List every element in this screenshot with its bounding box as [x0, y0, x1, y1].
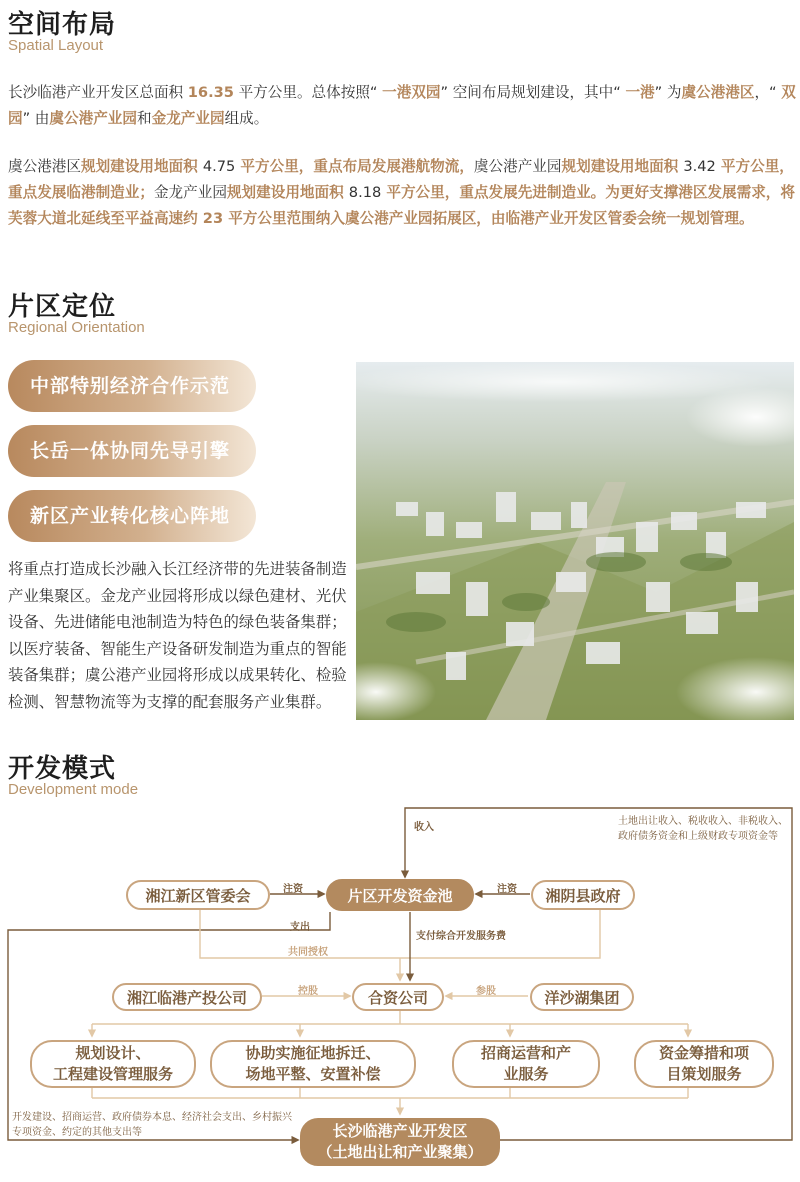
highlight-term: 一港双园: [382, 84, 441, 101]
section-title-regional-orientation: 片区定位: [8, 292, 117, 322]
section-title-spatial-layout: 空间布局: [8, 10, 117, 40]
label-expense: 支出: [290, 922, 310, 933]
orientation-body-text: 将重点打造成长沙融入长江经济带的先进装备制造产业集聚区。金龙产业园将形成以绿色建材、光伏设备、先进储能电池制造为特色的绿色装备集群；以医疗装备、智能生产设备研发制造为重点的智能装备集群；虞公港产业园将形成以成果转化、检验检测、智慧物流等为支撑的配套服务产业集群。: [8, 560, 347, 711]
service-land-line-1: 协助实施征地拆迁、: [245, 1044, 381, 1062]
section-subtitle-development-mode: Development mode: [8, 781, 139, 798]
text-run: ” 空间布局规划建设，其中“: [440, 84, 626, 101]
text-run: 虞公港港区: [8, 158, 81, 175]
income-sources-note: 土地出让收入、税收收入、非税收入、政府债务资金和上级财政专项资金等: [618, 816, 788, 842]
text-run: 平方公里。总体按照“: [233, 84, 383, 101]
highlight-term: 虞公港产业园: [49, 110, 137, 127]
text-run: 和: [136, 110, 152, 127]
service-investment-line-1: 招商运营和产: [480, 1044, 571, 1062]
text-run: 金龙产业园: [153, 184, 227, 201]
highlight-term: 虞公港港区: [681, 84, 755, 101]
text-run: ，“: [754, 84, 782, 101]
service-investment-line-2: 业服务: [503, 1065, 549, 1083]
section-subtitle-regional-orientation: Regional Orientation: [8, 319, 145, 336]
text-run: 3.42: [683, 158, 716, 175]
highlight-term: 双园: [8, 84, 796, 127]
node-fund-pool: 片区开发资金池: [326, 879, 474, 911]
label-inject-right: 注资: [497, 884, 517, 895]
zone-line-1: 长沙临港产业开发区: [332, 1122, 468, 1140]
service-land-line-2: 场地平整、安置补偿: [245, 1065, 381, 1083]
text-run: ” 为: [654, 84, 682, 101]
orientation-pill-2: 长岳一体协同先导引擎: [8, 425, 256, 477]
highlight-term: 平方公里，重点发展先进制造业。为更好支撑港区发展需求，将芙蓉大道北延线至平益高速约 23 平方公里范围纳入虞公港产业园拓展区，由临港产业开发区管委会统一规划管理。: [8, 184, 795, 227]
highlight-term: 规划建设用地面积: [80, 158, 203, 175]
node-lingang-development-zone: [300, 1118, 500, 1166]
text-run: 8.18: [348, 184, 382, 201]
node-xiangyin-government: 湘阴县政府: [531, 880, 635, 910]
text-run: 4.75: [202, 158, 236, 175]
label-inject-left: 注资: [283, 884, 303, 895]
section-subtitle-spatial-layout: Spatial Layout: [8, 37, 104, 54]
text-run: 组成。: [224, 110, 269, 127]
label-participate: 参股: [476, 986, 496, 997]
label-control: 控股: [298, 986, 318, 997]
service-planning-line-2: 工程建设管理服务: [52, 1065, 173, 1083]
node-xiangjiang-committee: 湘江新区管委会: [126, 880, 270, 910]
text-run: 长沙临港产业开发区总面积: [8, 84, 188, 101]
node-service-financing: [634, 1040, 774, 1088]
highlight-term: 平方公里，重点发展临港制造业；: [8, 158, 794, 201]
highlight-term: 一港: [625, 84, 655, 101]
highlight-term: 规划建设用地面积: [226, 184, 349, 201]
zone-line-2: （土地出让和产业聚集）: [317, 1143, 483, 1161]
service-financing-line-1: 资金筹措和项: [658, 1044, 749, 1062]
service-planning-line-1: 规划设计、: [75, 1044, 151, 1062]
label-co-authorization: 共同授权: [288, 947, 328, 958]
orientation-pill-3: 新区产业转化核心阵地: [8, 490, 256, 542]
expense-items-note: 开发建设、招商运营、政府债券本息、经济社会支出、乡村振兴专项资金、约定的其他支出等: [12, 1112, 292, 1138]
node-joint-venture: 合资公司: [352, 983, 444, 1011]
orientation-pill-1: 中部特别经济合作示范: [8, 360, 256, 412]
node-yangshahu-group: 洋沙湖集团: [530, 983, 634, 1011]
highlight-term: 16.35: [187, 84, 234, 101]
text-run: 虞公港产业园: [473, 158, 562, 175]
label-pay-fee: 支付综合开发服务费: [416, 931, 506, 942]
section-title-development-mode: 开发模式: [8, 754, 117, 784]
highlight-term: 平方公里，重点布局发展港航物流，: [235, 158, 474, 175]
label-income: 收入: [414, 822, 434, 833]
node-service-land: [210, 1040, 416, 1088]
node-service-investment: [452, 1040, 600, 1088]
text-run: ” 由: [22, 110, 50, 127]
service-financing-line-2: 目策划服务: [666, 1065, 742, 1083]
highlight-term: 金龙产业园: [151, 110, 225, 127]
highlight-term: 规划建设用地面积: [561, 158, 684, 175]
node-lingang-investment: 湘江临港产投公司: [112, 983, 262, 1011]
node-service-planning: [30, 1040, 196, 1088]
